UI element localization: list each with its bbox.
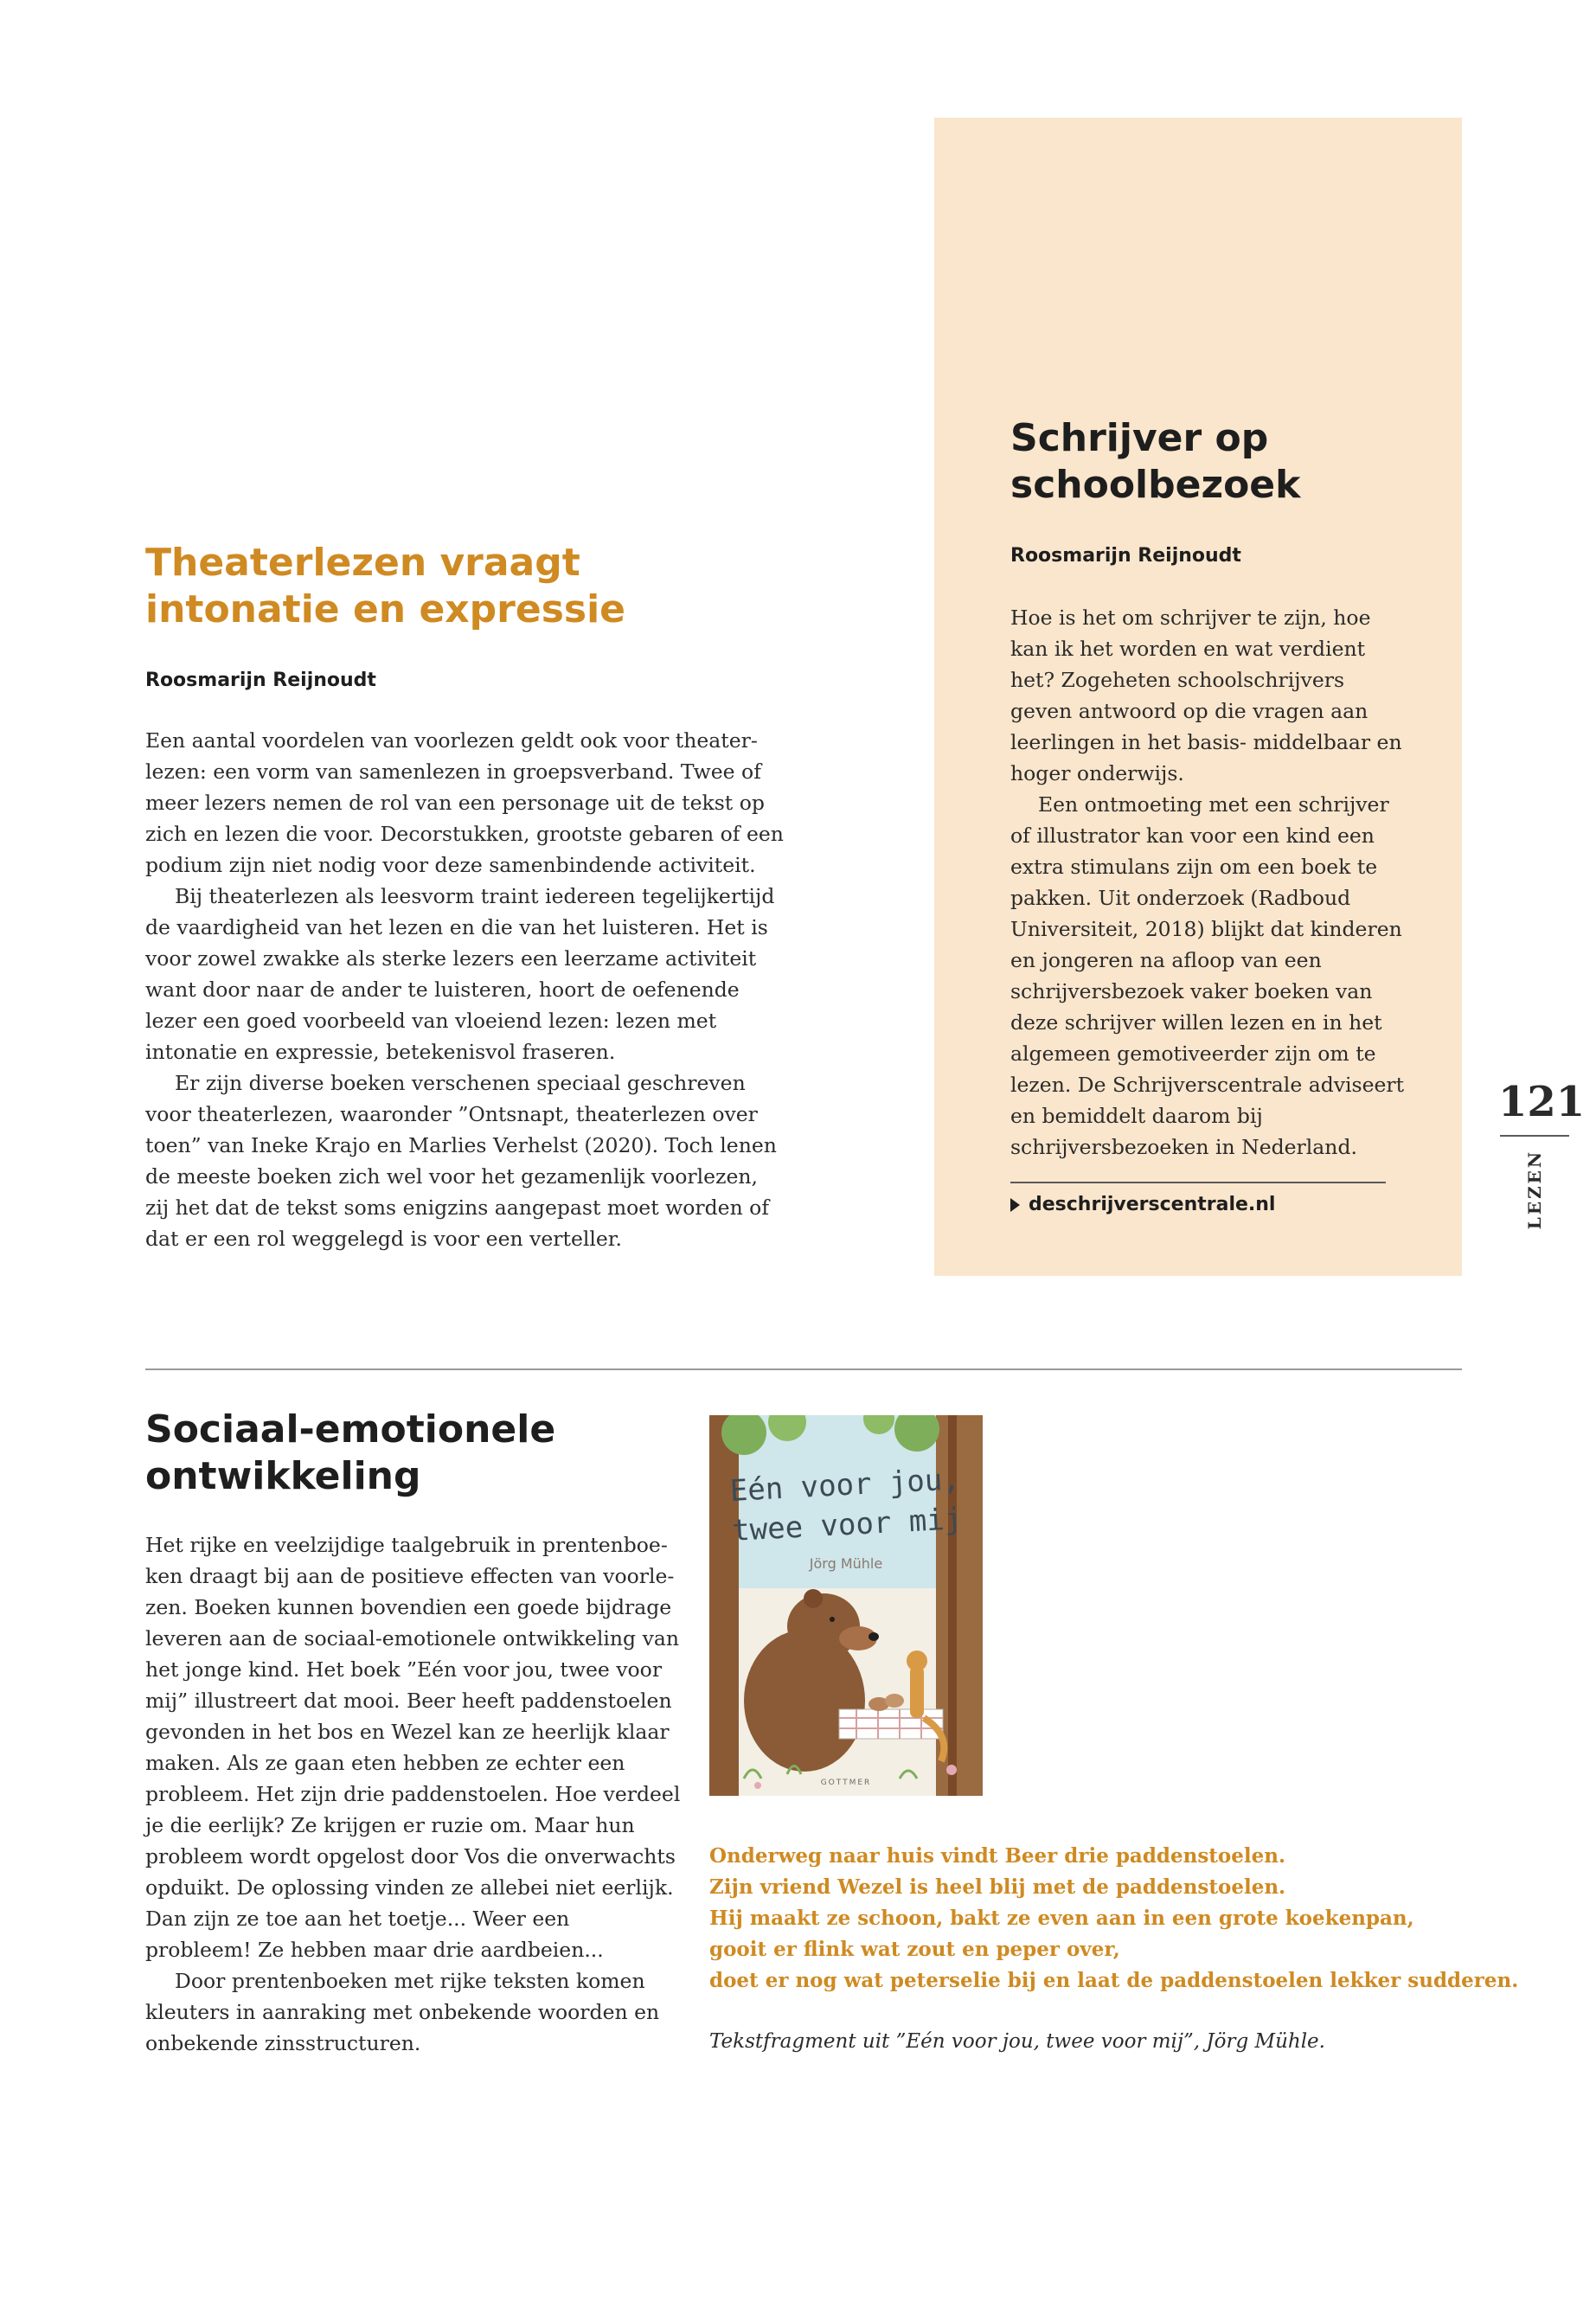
article-theater-author: Roosmarijn Reijnoudt	[145, 670, 376, 691]
article-sociaal-title: Sociaal-emotionele ontwikkeling	[145, 1407, 556, 1498]
quote-line: Hij maakt ze schoon, bakt ze even aan in een grote koekenpan,	[709, 1907, 1414, 1930]
sidebar-link-text: deschrijverscentrale.nl	[1029, 1194, 1276, 1215]
sidebar-divider	[1010, 1182, 1386, 1183]
quote-line: Onderweg naar huis vindt Beer drie paddenstoelen.	[709, 1844, 1286, 1868]
article-paragraph: Door prentenboeken met rijke teksten komen kleuters in aanraking met onbekende woorden en onbekende zinsstructuren.	[145, 1969, 660, 2055]
article-theater-body	[145, 725, 787, 1254]
page-number: 121	[1498, 1078, 1586, 1126]
quote-line: doet er nog wat peterselie bij en laat de paddenstoelen lekker sudderen.	[709, 1969, 1519, 1992]
article-sociaal-body	[145, 1529, 682, 2059]
section-divider	[145, 1368, 1462, 1370]
book-cover-author: Jörg Mühle	[809, 1555, 883, 1572]
article-paragraph: Het rijke en veelzijdige taalgebruik in prentenboeken draagt bij aan de positieve effecten van voorlezen. Boeken kunnen bovendien een goede bijdrage leveren aan de sociaal-emotionele ontwikkeling van het jonge kind. Het boek ”Eén voor jou, twee voor mij” illustreert dat mooi. Beer heeft paddenstoelen gevonden in het bos en Wezel kan ze heerlijk klaar maken. Als ze gaan eten hebben ze echter een probleem. Het zijn drie paddenstoelen. Hoe verdeel je die eerlijk? Ze krijgen er ruzie om. Maar hun probleem wordt opgelost door Vos die onverwachts opduikt. De oplossing vinden ze allebei niet eerlijk. Dan zijn ze toe aan het toetje... Weer een probleem! Ze hebben maar drie aardbeien...	[145, 1533, 681, 1962]
quote-source: Tekstfragment uit ”Eén voor jou, twee voor mij”, Jörg Mühle.	[709, 2030, 1325, 2053]
article-paragraph: Een aantal voordelen van voorlezen geldt ook voor theaterlezen: een vorm van samenlezen in groepsverband. Twee of meer lezers nemen de rol van een personage uit de tekst op zich en lezen die voor. Decorstukken, grootste gebaren of een podium zijn niet nodig voor deze samenbindende activiteit.	[145, 728, 784, 877]
play-arrow-icon	[1010, 1198, 1020, 1212]
quote-line: Zijn vriend Wezel is heel blij met de paddenstoelen.	[709, 1875, 1286, 1899]
quote-block	[709, 1841, 1519, 1997]
page-number-divider	[1500, 1135, 1569, 1137]
sidebar-title: Schrijver op schoolbezoek	[1010, 416, 1301, 507]
sidebar-author: Roosmarijn Reijnoudt	[1010, 545, 1241, 567]
article-paragraph: Bij theaterlezen als leesvorm traint iedereen tegelijkertijd de vaardigheid van het lezen en die van het luisteren. Het is voor zowel zwakke als sterke lezers een leerzame activiteit want door naar de ander te luisteren, hoort de oefenende lezer een goed voorbeeld van vloeiend lezen: lezen met intonatie en expressie, betekenisvol fraseren.	[145, 884, 775, 1064]
sidebar-body	[1010, 602, 1408, 1163]
book-cover-publisher: GOTTMER	[820, 1779, 872, 1787]
book-cover-title-line: twee voor mij	[731, 1502, 964, 1548]
sidebar-link[interactable]	[1010, 1194, 1275, 1215]
section-label-text: LEZEN	[1524, 1149, 1545, 1230]
section-label	[1516, 1150, 1554, 1228]
book-cover-title-line: Eén voor jou,	[728, 1462, 961, 1509]
article-paragraph: Er zijn diverse boeken verschenen speciaal geschreven voor theaterlezen, waaronder ”Ontsnapt, theaterlezen over toen” van Ineke Krajo en Marlies Verhelst (2020). Toch lenen de meeste boeken zich wel voor het gezamenlijk voorlezen, zij het dat de tekst soms enigzins aangepast moet worden of dat er een rol weggelegd is voor een verteller.	[145, 1071, 777, 1251]
book-cover-title	[709, 1458, 983, 1552]
sidebar-paragraph: Een ontmoeting met een schrijver of illustrator kan voor een kind een extra stimulans zijn om een boek te pakken. Uit onderzoek (Radboud Universiteit, 2018) blijkt dat kinderen en jongeren na afloop van een schrijversbezoek vaker boeken van deze schrijver willen lezen en in het algemeen gemotiveerder zijn om te lezen. De Schrijverscentrale adviseert en bemiddelt daarom bij schrijversbezoeken in Nederland.	[1010, 792, 1405, 1159]
quote-line: gooit er flink wat zout en peper over,	[709, 1938, 1120, 1961]
article-theater-title: Theaterlezen vraagt intonatie en expressie	[145, 541, 626, 631]
book-cover-image	[709, 1415, 983, 1796]
sidebar-paragraph: Hoe is het om schrijver te zijn, hoe kan ik het worden en wat verdient het? Zogeheten schoolschrijvers geven antwoord op die vragen aan leerlingen in het basis- middelbaar en hoger onderwijs.	[1010, 606, 1402, 785]
